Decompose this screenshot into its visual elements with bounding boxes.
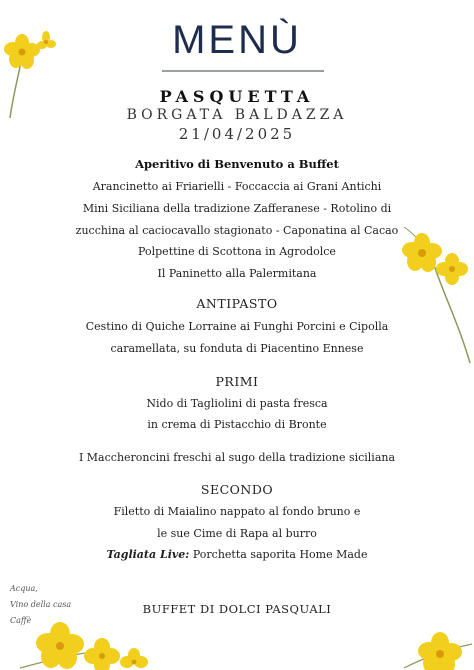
antipasto-line: Cestino di Quiche Lorraine ai Funghi Porcini e Cipolla — [85, 320, 389, 333]
flower-decoration-bottom-left — [20, 610, 150, 670]
sidenote-coffee: Caffè — [10, 616, 32, 625]
dessert-buffet: BUFFET DI DOLCI PASQUALI — [142, 602, 332, 616]
secondo-line: Filetto di Maialino nappato al fondo bruno e — [113, 505, 361, 518]
flower-decoration-bottom-right — [394, 620, 474, 670]
primi-line: Nido di Tagliolini di pasta fresca — [146, 397, 328, 410]
secondo-live-line — [0, 548, 474, 561]
aperitivo-line: Mini Siciliana della tradizione Zafferanese - Rotolino di — [82, 202, 392, 215]
event-date: 21/04/2025 — [178, 125, 296, 143]
secondo-line: le sue Cime di Rapa al burro — [157, 527, 317, 540]
aperitivo-heading: Aperitivo di Benvenuto a Buffet — [135, 157, 339, 171]
live-text: Porchetta saporita Home Made — [189, 548, 368, 561]
sidenote-water: Acqua, — [10, 584, 38, 593]
secondo-heading: SECONDO — [200, 482, 274, 497]
aperitivo-line: zucchina al caciocavallo stagionato - Caponatina al Cacao — [75, 224, 399, 237]
antipasto-line: caramellata, su fonduta di Piacentino Ennese — [110, 342, 364, 355]
event-name: PASQUETTA — [159, 87, 315, 106]
aperitivo-line: Arancinetto ai Friarielli - Foccaccia ai Grani Antichi — [92, 180, 382, 193]
menu-title: MENÙ — [172, 18, 302, 62]
primi-line: in crema di Pistacchio di Bronte — [147, 418, 327, 431]
live-label: Tagliata Live: — [106, 548, 190, 561]
aperitivo-line: Il Paninetto alla Palermitana — [157, 267, 317, 280]
sidenote-wine: Vino della casa — [10, 600, 72, 609]
aperitivo-line: Polpettine di Scottona in Agrodolce — [138, 245, 336, 258]
primi-line: I Maccheroncini freschi al sugo della tradizione siciliana — [78, 451, 396, 464]
primi-heading: PRIMI — [215, 374, 259, 389]
antipasto-heading: ANTIPASTO — [196, 296, 278, 311]
title-divider — [162, 70, 324, 72]
event-place: BORGATA BALDAZZA — [126, 107, 348, 123]
